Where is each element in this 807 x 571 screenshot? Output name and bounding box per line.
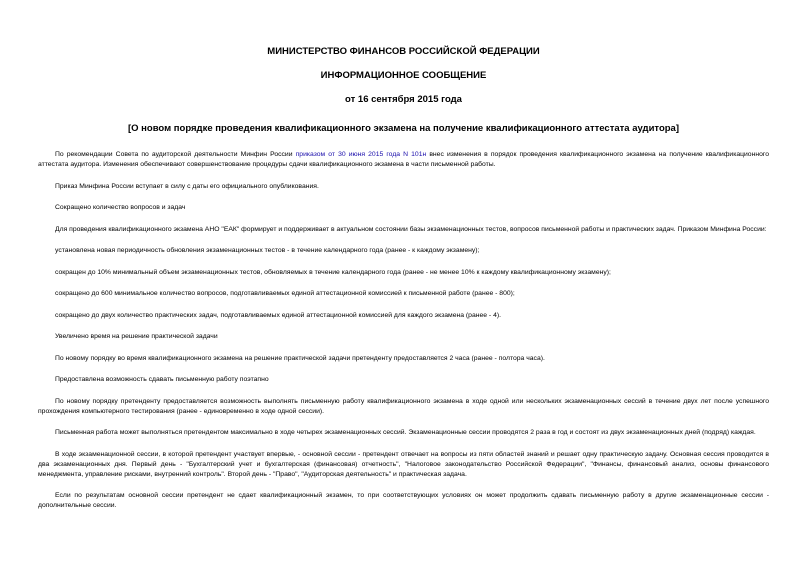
intro-text-after-link: внес изменения в порядок проведения квалификационного экзамена на получение квалификационного аттестата аудитора. Изменения обеспечивают совершенствование процедуры сдачи квалификационного экзамена в части письменной работы. <box>38 151 769 168</box>
paragraph-eak: Для проведения квалификационного экзамена АНО "ЕАК" формирует и поддерживает в актуальном состоянии базы экзаменационных тестов, вопросов письменной работы и практических задач. Приказом Минфина России: <box>55 225 767 233</box>
order-link[interactable]: приказом от 30 июня 2015 года N 101н <box>295 151 427 158</box>
section-heading-stages: Предоставлена возможность сдавать письменную работу поэтапно <box>55 376 269 383</box>
intro-text-before-link: По рекомендации Совета по аудиторской деятельности Минфин России <box>55 151 296 158</box>
document-title: [О новом порядке проведения квалификационного экзамена на получение квалификационного аттестата аудитора] <box>127 123 680 134</box>
paragraph-sessions: Письменная работа может выполняться претендентом максимально в ходе четырех экзаменационных сессий. Экзаменационные сессии проводятся 2 раза в год и состоят из двух экзаменационных дней (подряд) каждая. <box>55 429 756 436</box>
section-heading-time: Увеличено время на решение практической задачи <box>55 333 218 340</box>
paragraph-time: По новому порядку во время квалификационного экзамена на решение практической задачи претенденту предоставляется 2 часа (ранее - полтора часа). <box>55 354 545 362</box>
paragraph-additional-sessions: Если по результатам основной сессии претендент не сдает квалификационный экзамен, то при соответствующих условиях он может продолжить сдавать письменную работу в другие экзаменационные сессии - дополнительные сессии. <box>38 492 769 509</box>
paragraph-effective-date: Приказ Минфина России вступает в силу с даты его официального опубликования. <box>55 182 319 190</box>
paragraph-main-session: В ходе экзаменационной сессии, в которой претендент участвует впервые, - основной сессии - претендент отвечает на вопросы из пяти областей знаний и решает одну практическую задачу. Основная сессия проводится в два экзаменационных дня. Первый день - "Бухгалтерский учет и бухгалтерская (финансовая) отчетность", "Налоговое законодательство Российской Федерации", "Финансы, финансовый анализ, основы финансового менеджмента, управление рисками, внутренний контроль". Второй день - "Право", "Аудиторская деятельность" и практическая задача. <box>38 450 769 478</box>
document-date: от 16 сентября 2015 года <box>345 94 462 105</box>
ministry-name: МИНИСТЕРСТВО ФИНАНСОВ РОССИЙСКОЙ ФЕДЕРАЦИИ <box>267 46 540 57</box>
list-item-tasks: сокращено до двух количество практических задач, подготавливаемых единой аттестационной комиссией для каждого экзамена (ранее - 4). <box>55 311 502 319</box>
document-body <box>38 150 769 523</box>
section-heading-reduced: Сокращено количество вопросов и задач <box>55 204 186 211</box>
list-item-volume: сокращен до 10% минимальный объем экзаменационных тестов, обновляемых в течение календарного года (ранее - не менее 10% к каждому квалификационному экзамену); <box>55 268 611 276</box>
list-item-questions: сокращено до 600 минимальное количество вопросов, подготавливаемых единой аттестационной комиссией к письменной работе (ранее - 800); <box>55 290 515 297</box>
document-type: ИНФОРМАЦИОННОЕ СООБЩЕНИЕ <box>320 70 487 81</box>
paragraph-stages: По новому порядку претенденту предоставляется возможность выполнять письменную работу квалификационного экзамена в ходе одной или нескольких экзаменационных сессий в течение двух лет после успешного прохождения компьютерного тестирования (ранее - единовременно в ходе одной сессии). <box>38 397 769 415</box>
list-item-periodicity: установлена новая периодичность обновления экзаменационных тестов - в течение календарного года (ранее - к каждому экзамену); <box>55 247 480 254</box>
intro-paragraph <box>38 150 769 170</box>
